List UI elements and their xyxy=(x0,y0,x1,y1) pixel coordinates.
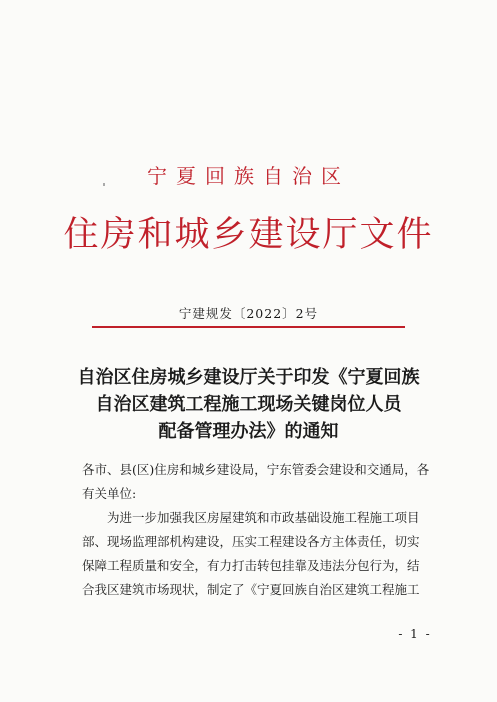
issuing-region: 宁夏回族自治区 xyxy=(147,164,350,188)
issuing-department: 住房和城乡建设厅文件 xyxy=(63,215,434,255)
body-line: 保障工程质量和安全，有力打击转包挂靠及违法分包行为，结 xyxy=(82,558,420,573)
notice-body xyxy=(82,458,430,602)
body-line: 部、现场监理部机构建设，压实工程建设各方主体责任，切实 xyxy=(82,534,420,549)
addressee-line: 有关单位: xyxy=(82,486,137,501)
page-number: - 1 - xyxy=(398,627,432,641)
notice-title xyxy=(40,364,457,445)
title-line: 自治区住房城乡建设厅关于印发《宁夏回族 xyxy=(77,367,420,388)
document-number: 宁建规发〔2022〕2号 xyxy=(178,306,319,321)
title-line: 自治区建筑工程施工现场关键岗位人员 xyxy=(95,394,402,415)
red-separator-line xyxy=(92,326,405,328)
addressee-line: 各市、县(区)住房和城乡建设局，宁东管委会建设和交通局，各 xyxy=(82,462,430,477)
title-line: 配备管理办法》的通知 xyxy=(158,421,339,442)
body-line: 合我区建筑市场现状，制定了《宁夏回族自治区建筑工程施工 xyxy=(82,582,420,597)
body-line: 为进一步加强我区房屋建筑和市政基础设施工程施工项目 xyxy=(107,510,420,525)
